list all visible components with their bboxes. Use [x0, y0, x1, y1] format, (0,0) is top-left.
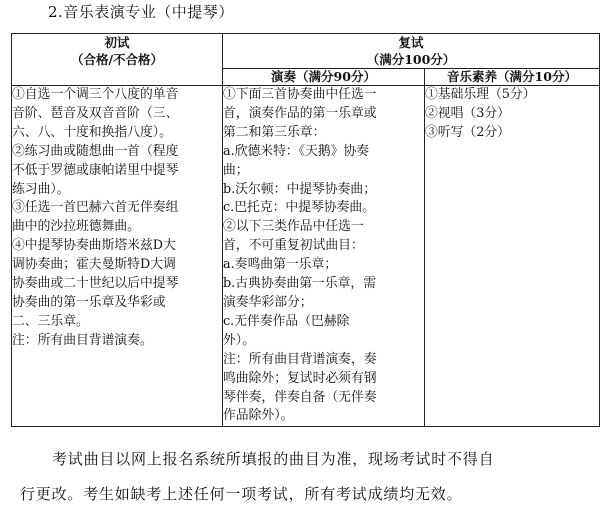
reexam-subtitle: （满分100分）	[366, 52, 456, 67]
requirement-line: c.无伴奏作品（巴赫除	[223, 313, 350, 329]
requirement-line: 音阶、琶音及双音音阶（三、	[12, 105, 179, 121]
exam-requirements-table	[11, 33, 600, 427]
requirement-line: ①自选一个调三个八度的单音	[12, 87, 179, 102]
requirement-line: ②以下三类作品中任选一	[223, 219, 364, 235]
musicianship-header: 音乐素养（满分10分）	[425, 69, 600, 86]
requirement-line: 曲中的沙拉班德舞曲。	[12, 219, 140, 235]
requirement-line: a.奏鸣曲第一乐章；	[223, 257, 338, 273]
requirement-line: 注：所有曲目背谱演奏。	[12, 332, 153, 348]
preliminary-title: 初试	[104, 35, 130, 50]
requirement-line: 练习曲）。	[12, 181, 70, 197]
preliminary-header	[12, 34, 223, 86]
requirement-line: 首，不可重复初试曲目：	[223, 238, 364, 254]
footer-note-line: 考试曲目以网上报名系统所填报的曲目为准，现场考试时不得自	[52, 450, 495, 468]
requirement-line: 调协奏曲；霍夫曼斯特D大调	[12, 257, 176, 273]
reexam-header	[223, 34, 600, 69]
requirement-line: ②视唱（3分）	[425, 105, 510, 121]
performance-header: 演奏（满分90分）	[223, 69, 425, 86]
requirement-line: a.欣德米特：《天鹅》协奏	[223, 143, 370, 159]
requirement-line: 外）。	[223, 332, 255, 348]
requirement-line: c.巴托克：中提琴协奏曲。	[223, 200, 376, 216]
requirement-line: ①下面三首协奏曲中任选一	[223, 87, 377, 102]
requirement-line: 曲；	[223, 162, 249, 178]
requirement-line: b.古典协奏曲第一乐章，需	[223, 276, 377, 292]
section-title: 2.音乐表演专业（中提琴）	[48, 3, 234, 21]
requirement-line: ③听写（2分）	[425, 124, 510, 140]
preliminary-subtitle: （合格/不合格）	[70, 52, 164, 67]
requirement-line: 作品除外）。	[223, 408, 294, 424]
requirement-line: ②练习曲或随想曲一首（程度	[12, 143, 179, 159]
requirement-line: 注：所有曲目背谱演奏，奏	[223, 351, 377, 367]
preliminary-requirements	[12, 86, 223, 427]
musicianship-requirements	[425, 86, 600, 427]
requirement-line: 首，演奏作品的第一乐章或	[223, 105, 377, 121]
requirement-line: 不低于罗德或康帕诺里中提琴	[12, 162, 179, 178]
footer-note-line: 行更改。考生如缺考上述任何一项考试，所有考试成绩均无效。	[20, 485, 463, 503]
requirement-line: b.沃尔顿：中提琴协奏曲；	[223, 181, 377, 197]
requirement-line: 六、八、十度和换指八度）。	[12, 124, 172, 140]
requirement-line: 二、三乐章。	[12, 313, 89, 329]
requirement-line: 演奏华彩部分；	[223, 294, 313, 310]
requirement-line: ④中提琴协奏曲斯塔米兹D大	[12, 238, 176, 254]
requirement-line: ③任选一首巴赫六首无伴奏组	[12, 200, 179, 216]
requirement-line: 琴伴奏，伴奏自备（无伴奏	[223, 389, 377, 405]
footer-note	[20, 442, 595, 512]
reexam-title: 复试	[398, 35, 424, 50]
requirement-line: 协奏曲或二十世纪以后中提琴	[12, 276, 179, 292]
requirement-line: ①基础乐理（5分）	[425, 87, 536, 102]
requirement-line: 第二和第三乐章：	[223, 124, 326, 140]
requirement-line: 鸣曲除外；复试时必须有钢	[223, 370, 377, 386]
performance-requirements	[223, 86, 425, 427]
requirement-line: 协奏曲的第一乐章及华彩或	[12, 294, 166, 310]
